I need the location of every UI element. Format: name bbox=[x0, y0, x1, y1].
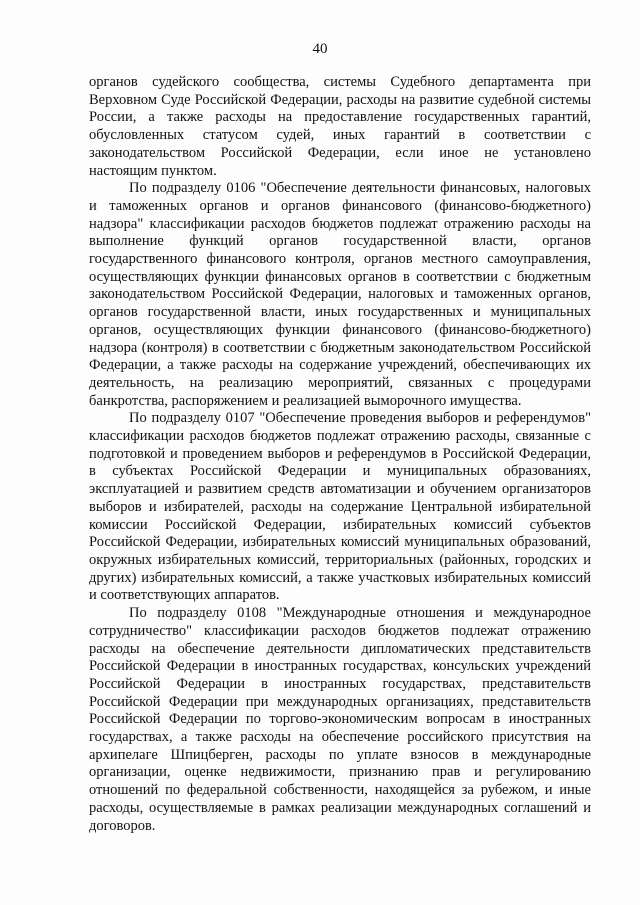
page-number: 40 bbox=[312, 41, 328, 57]
document-body bbox=[89, 74, 591, 835]
paragraph-subsection-0107: По подразделу 0107 "Обеспечение проведения выборов и референдумов" классификации расходов бюджетов подлежат отражению расходы, связанные с подготовкой и проведением выборов и референдумов в Российской Федерации, в субъектах Российской Федерации и муниципальных образованиях, эксплуатацией и развитием средств автоматизации и обучением организаторов выборов и избирателей, расходы на содержание Центральной избирательной комиссии Российской Федерации, избирательных комиссий субъектов Российской Федерации, избирательных комиссий муниципальных образований, окружных избирательных комиссий, территориальных (районных, городских и других) избирательных комиссий, а также участковых избирательных комиссий и соответствующих аппаратов. bbox=[89, 410, 591, 604]
paragraph-continuation: органов судейского сообщества, системы Судебного департамента при Верховном Суде Российской Федерации, расходы на развитие судебной системы России, а также расходы на предоставление государственных гарантий, обусловленных статусом судей, иных гарантий в соответствии с законодательством Российской Федерации, если иное не установлено настоящим пунктом. bbox=[89, 74, 591, 179]
paragraph-subsection-0106: По подразделу 0106 "Обеспечение деятельности финансовых, налоговых и таможенных органов и органов финансового (финансово-бюджетного) надзора" классификации расходов бюджетов подлежат отражению расходы на выполнение функций органов государственной власти, органов государственного финансового контроля, органов местного самоуправления, осуществляющих функции финансовых органов в соответствии с бюджетным законодательством Российской Федерации, налоговых и таможенных органов, органов государственной власти, иных государственных и муниципальных органов, осуществляющих функции финансового (финансово-бюджетного) надзора (контроля) в соответствии с бюджетным законодательством Российской Федерации, а также расходы на содержание учреждений, обеспечивающих их деятельность, на реализацию мероприятий, связанных с процедурами банкротства, распоряжением и реализацией выморочного имущества. bbox=[89, 180, 591, 409]
paragraph-subsection-0108: По подразделу 0108 "Международные отношения и международное сотрудничество" классификации расходов бюджетов подлежат отражению расходы на обеспечение деятельности дипломатических представительств Российской Федерации в иностранных государствах, консульских учреждений Российской Федерации в иностранных государствах, представительств Российской Федерации при международных организациях, представительств Российской Федерации по торгово-экономическим вопросам в иностранных государствах, а также расходы на обеспечение российского присутствия на архипелаге Шпицберген, расходы по уплате взносов в международные организации, оценке недвижимости, признанию прав и регулированию отношений по федеральной собственности, находящейся за рубежом, и иные расходы, осуществляемые в рамках реализации международных соглашений и договоров. bbox=[89, 605, 591, 834]
